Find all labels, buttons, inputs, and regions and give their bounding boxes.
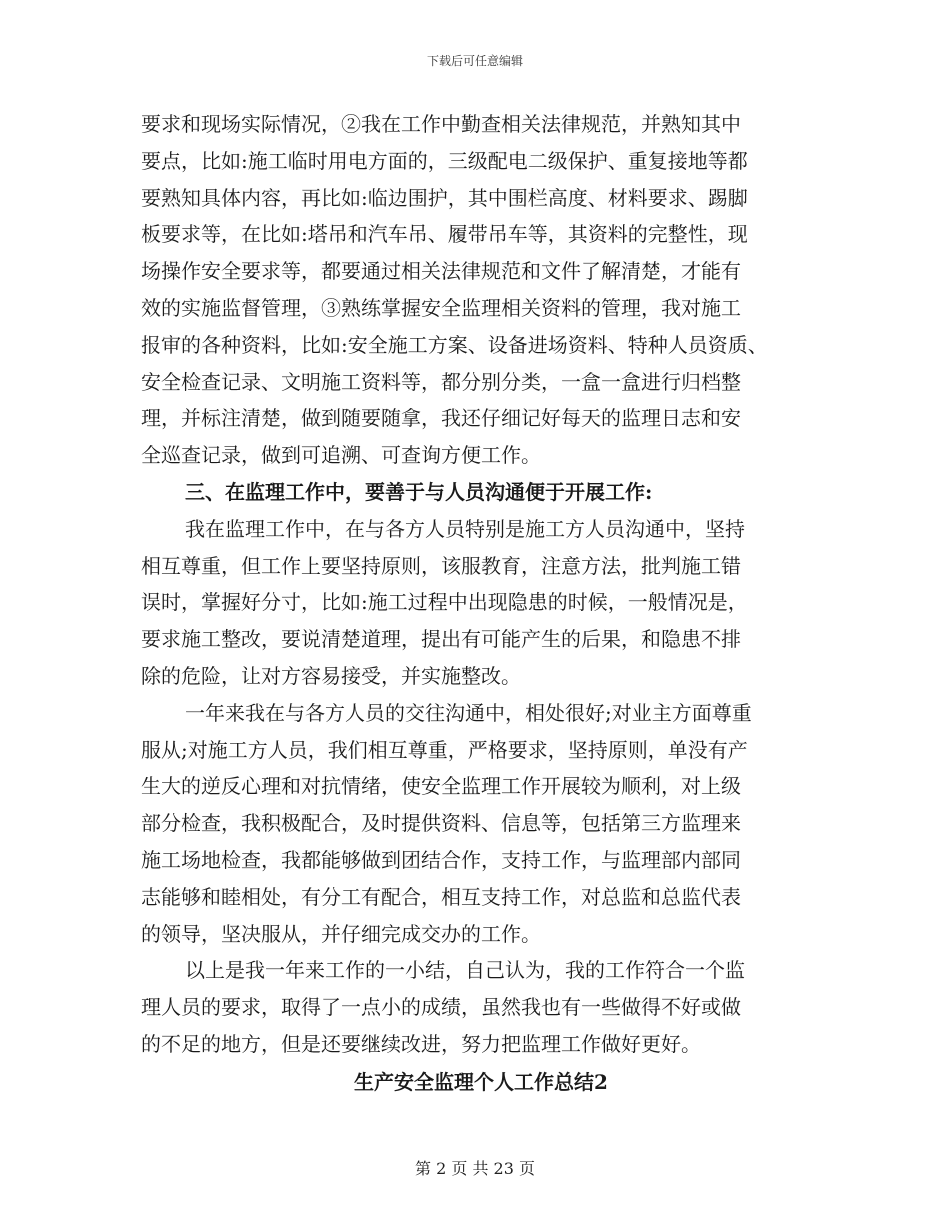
paragraph bbox=[141, 695, 821, 953]
text-line: 服从;对施工方人员，我们相互尊重，严格要求，坚持原则，单没有产 bbox=[141, 737, 748, 762]
text-line: 效的实施监督管理，③熟练掌握安全监理相关资料的管理，我对施工 bbox=[141, 295, 741, 320]
text-line: 生产安全监理个人工作总结2 bbox=[354, 1069, 608, 1094]
text-line: 全巡查记录，做到可追溯、可查询方便工作。 bbox=[141, 443, 541, 468]
page-header: 下载后可任意编辑 bbox=[426, 54, 523, 68]
text-line: 场操作安全要求等，都要通过相关法律规范和文件了解清楚，才能有 bbox=[141, 259, 741, 284]
text-line: 要熟知具体内容，再比如:临边围护，其中围栏高度、材料要求、踢脚 bbox=[141, 185, 748, 210]
section-title bbox=[141, 1064, 821, 1101]
text-line: 安全检查记录、文明施工资料等，都分别分类，一盒一盒进行归档整 bbox=[141, 369, 741, 394]
text-line: 生大的逆反心理和对抗情绪，使安全监理工作开展较为顺利，对上级 bbox=[141, 774, 741, 799]
text-line: 部分检查，我积极配合，及时提供资料、信息等，包括第三方监理来 bbox=[141, 811, 741, 836]
text-line: 理人员的要求，取得了一点小的成绩，虽然我也有一些做得不好或做 bbox=[141, 995, 741, 1020]
text-line: 我在监理工作中，在与各方人员特别是施工方人员沟通中，坚持 bbox=[185, 516, 745, 541]
section-heading bbox=[141, 474, 821, 511]
text-line: 志能够和睦相处，有分工有配合，相互支持工作，对总监和总监代表 bbox=[141, 884, 741, 909]
page-footer: 第 2 页 共 23 页 bbox=[415, 1159, 535, 1178]
text-line: 的不足的地方，但是还要继续改进，努力把监理工作做好更好。 bbox=[141, 1031, 701, 1056]
text-line: 三、在监理工作中，要善于与人员沟通便于开展工作: bbox=[185, 479, 653, 504]
paragraph bbox=[141, 511, 821, 695]
text-line: 理，并标注清楚，做到随要随拿，我还仔细记好每天的监理日志和安 bbox=[141, 406, 741, 431]
text-line: 误时，掌握好分寸，比如:施工过程中出现隐患的时候，一般情况是， bbox=[141, 590, 748, 615]
text-line: 的领导，坚决服从，并仔细完成交办的工作。 bbox=[141, 921, 541, 946]
paragraph bbox=[141, 952, 821, 1062]
text-line: 报审的各种资料，比如:安全施工方案、设备进场资料、特种人员资质、 bbox=[141, 332, 768, 357]
text-line: 除的危险，让对方容易接受，并实施整改。 bbox=[141, 663, 521, 688]
text-line: 相互尊重，但工作上要坚持原则，该服教育，注意方法，批判施工错 bbox=[141, 553, 741, 578]
paragraph bbox=[141, 106, 821, 474]
text-line: 要求施工整改，要说清楚道理，提出有可能产生的后果，和隐患不排 bbox=[141, 627, 741, 652]
text-line: 以上是我一年来工作的一小结，自己认为，我的工作符合一个监 bbox=[185, 958, 745, 983]
text-line: 一年来我在与各方人员的交往沟通中，相处很好;对业主方面尊重 bbox=[185, 700, 752, 725]
text-line: 要点，比如:施工临时用电方面的，三级配电二级保护、重复接地等都 bbox=[141, 148, 748, 173]
text-line: 板要求等，在比如:塔吊和汽车吊、履带吊车等，其资料的完整性，现 bbox=[141, 222, 748, 247]
text-line: 施工场地检查，我都能够做到团结合作，支持工作，与监理部内部同 bbox=[141, 847, 741, 872]
document-body bbox=[141, 106, 821, 1101]
text-line: 要求和现场实际情况，②我在工作中勤查相关法律规范，并熟知其中 bbox=[141, 112, 741, 136]
